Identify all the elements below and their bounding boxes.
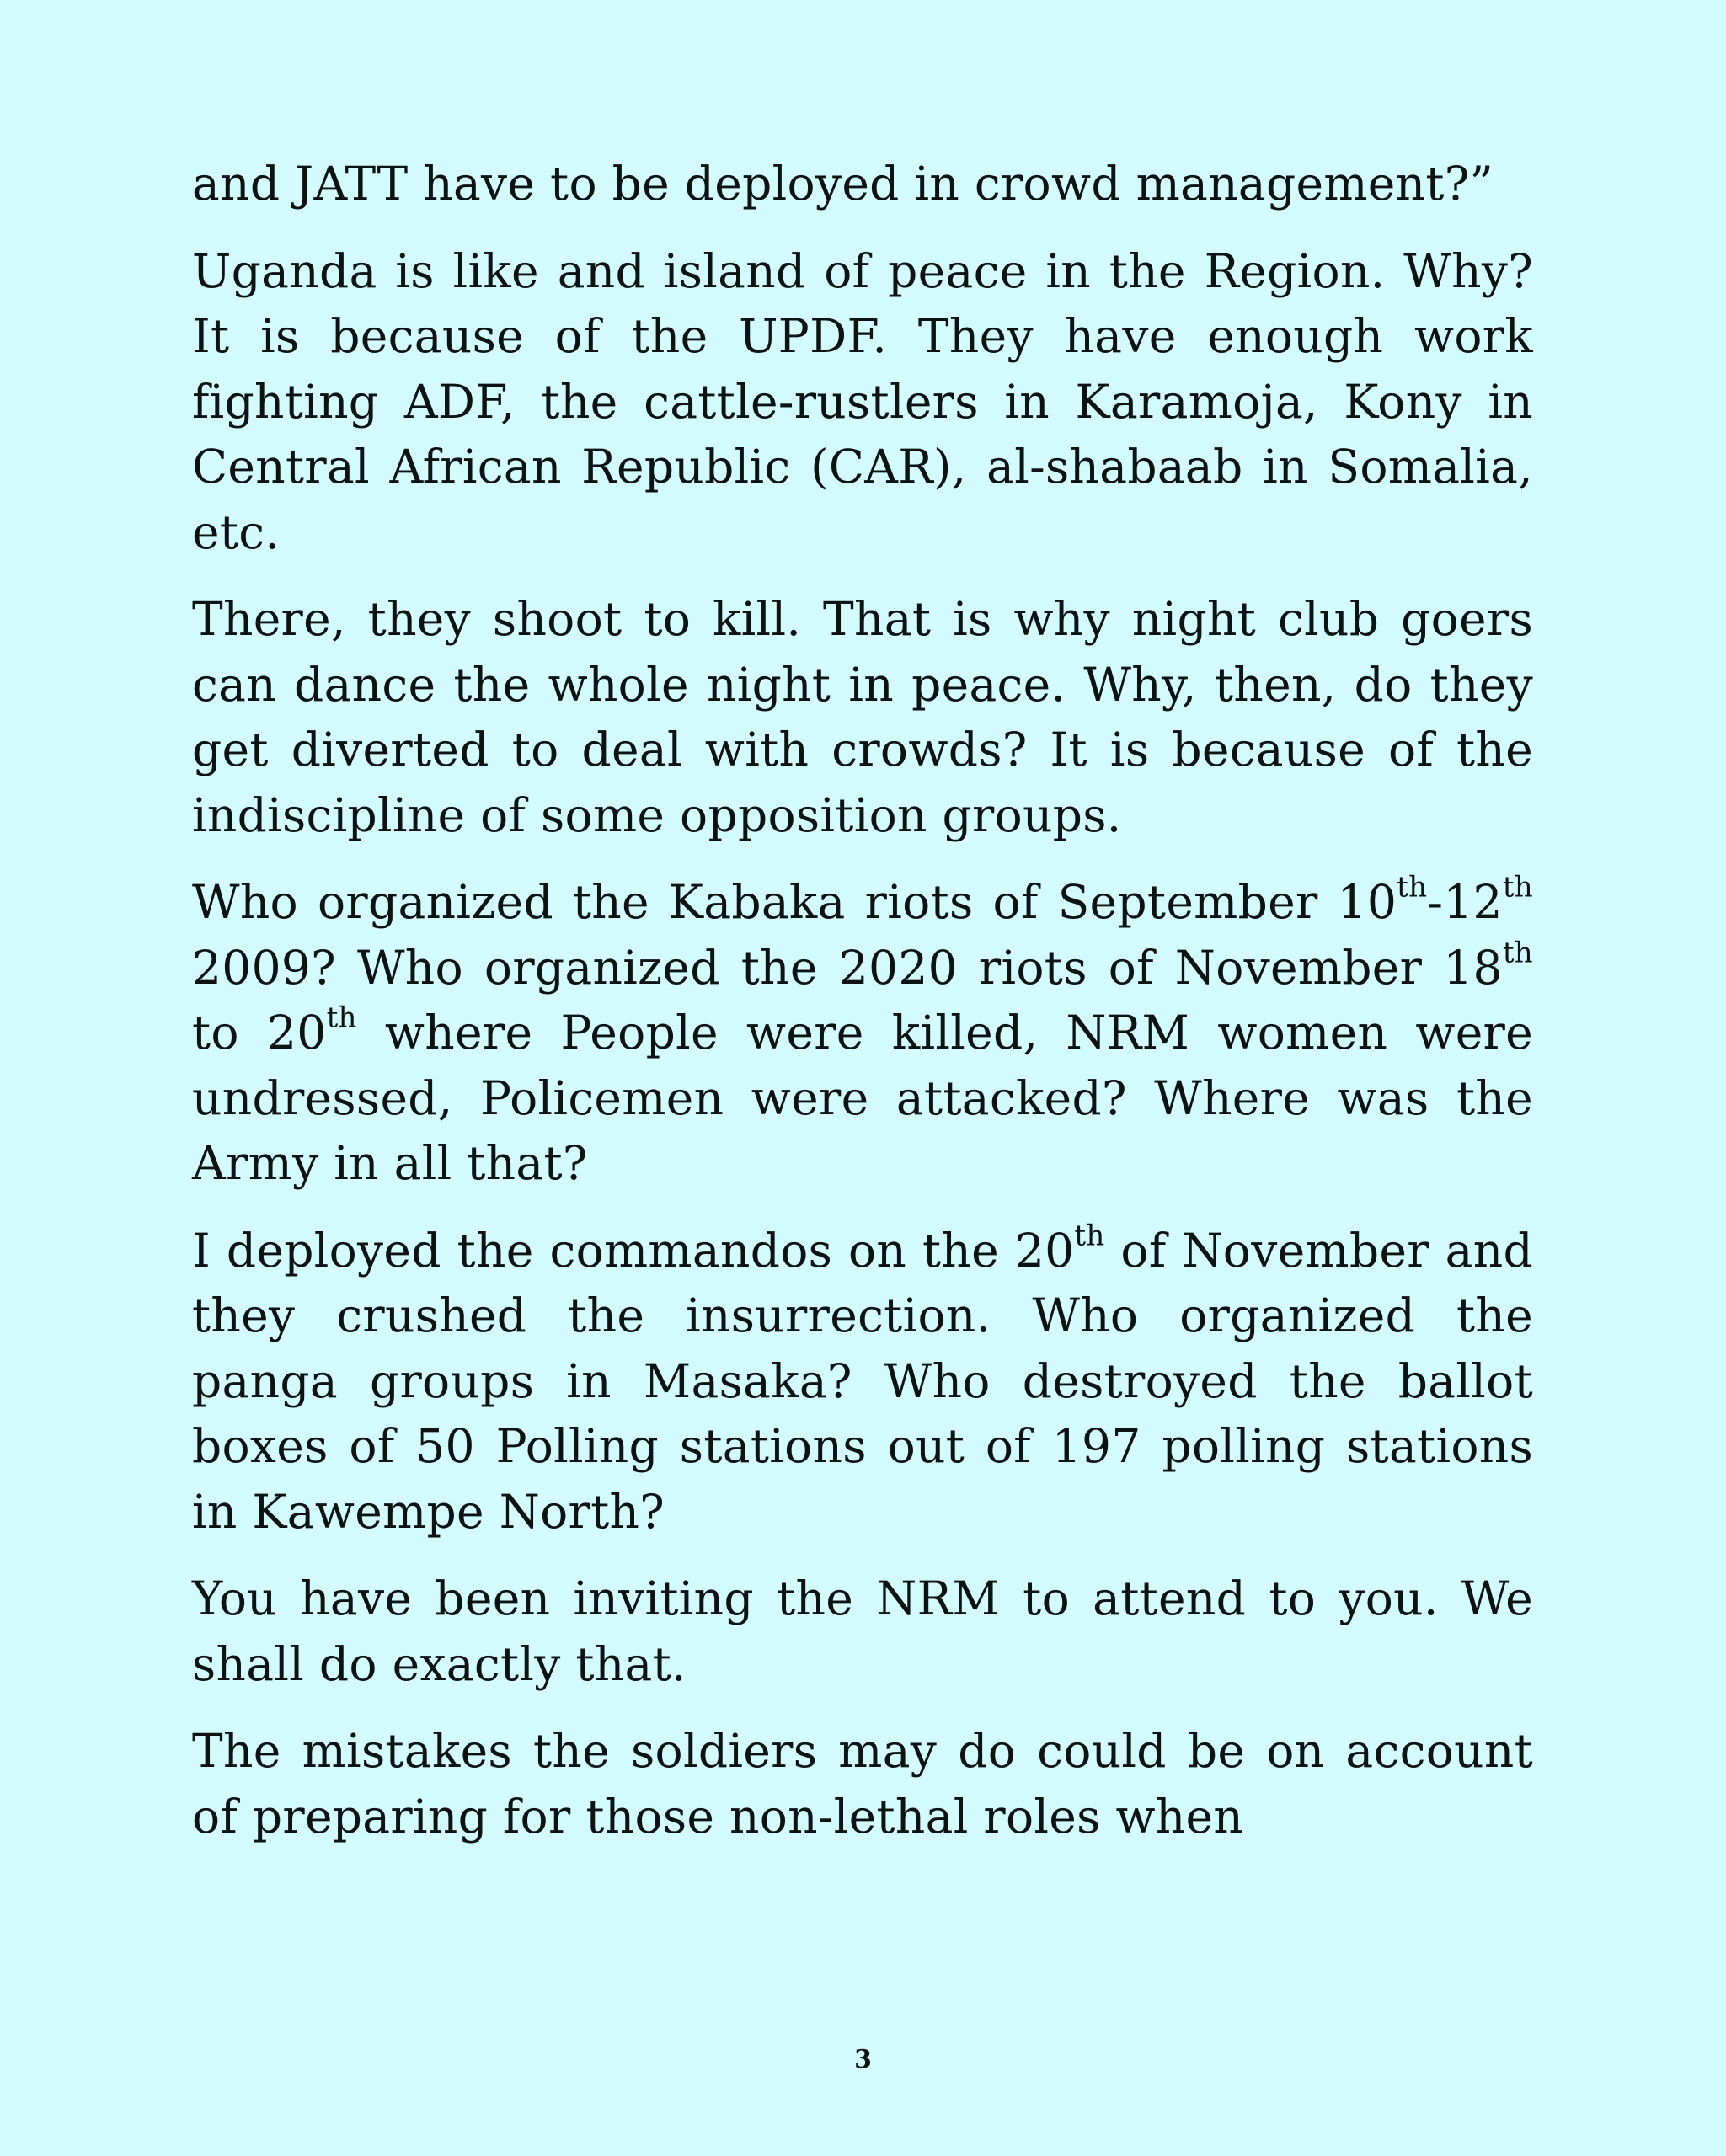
paragraph: [192, 1566, 1533, 1697]
text-run: There, they shoot to kill. That is why night club goers can dance the whole night in peace. Why, then, do they get diverted to deal with crowds? It is because of the indiscipline of some opposition groups.: [192, 592, 1533, 842]
text-run: of November and they crushed the insurrection. Who organized the panga groups in Masaka? Who destroyed the ballot boxes of 50 Polling stations out of 197 polling stations in Kawempe North?: [192, 1223, 1533, 1539]
text-run: Who organized the Kabaka riots of September 10: [192, 875, 1397, 929]
text-run: to 20: [192, 1006, 327, 1059]
paragraph: [192, 1219, 1533, 1545]
page-number: 3: [854, 2045, 872, 2074]
ordinal-suffix: th: [1502, 870, 1533, 905]
paragraph: [192, 587, 1533, 848]
paragraph: [192, 239, 1533, 566]
ordinal-suffix: th: [326, 1001, 357, 1035]
paragraph: [192, 152, 1533, 217]
text-run: -12: [1427, 875, 1503, 929]
ordinal-suffix: th: [1397, 870, 1428, 905]
paragraph: [192, 1719, 1533, 1849]
paragraph: [192, 870, 1533, 1197]
ordinal-suffix: th: [1074, 1219, 1105, 1252]
text-run: 2009? Who organized the 2020 riots of November 18: [192, 940, 1503, 995]
ordinal-suffix: th: [1502, 936, 1533, 969]
text-run: Uganda is like and island of peace in the Region. Why? It is because of the UPDF. They have enough work fighting ADF, the cattle-rustlers in Karamoja, Kony in Central African Republic (CAR), al-shabaab in Somalia, etc.: [192, 243, 1533, 559]
text-run: The mistakes the soldiers may do could be on account of preparing for those non-lethal roles when: [192, 1724, 1533, 1844]
document-body: [192, 152, 1533, 1871]
text-run: You have been inviting the NRM to attend to you. We shall do exactly that.: [192, 1572, 1533, 1691]
text-run: where People were killed, NRM women were undressed, Policemen were attacked? Where was the Army in all that?: [192, 1006, 1533, 1190]
text-run: I deployed the commandos on the 20: [192, 1223, 1075, 1278]
text-run: and JATT have to be deployed in crowd management?”: [192, 157, 1494, 211]
